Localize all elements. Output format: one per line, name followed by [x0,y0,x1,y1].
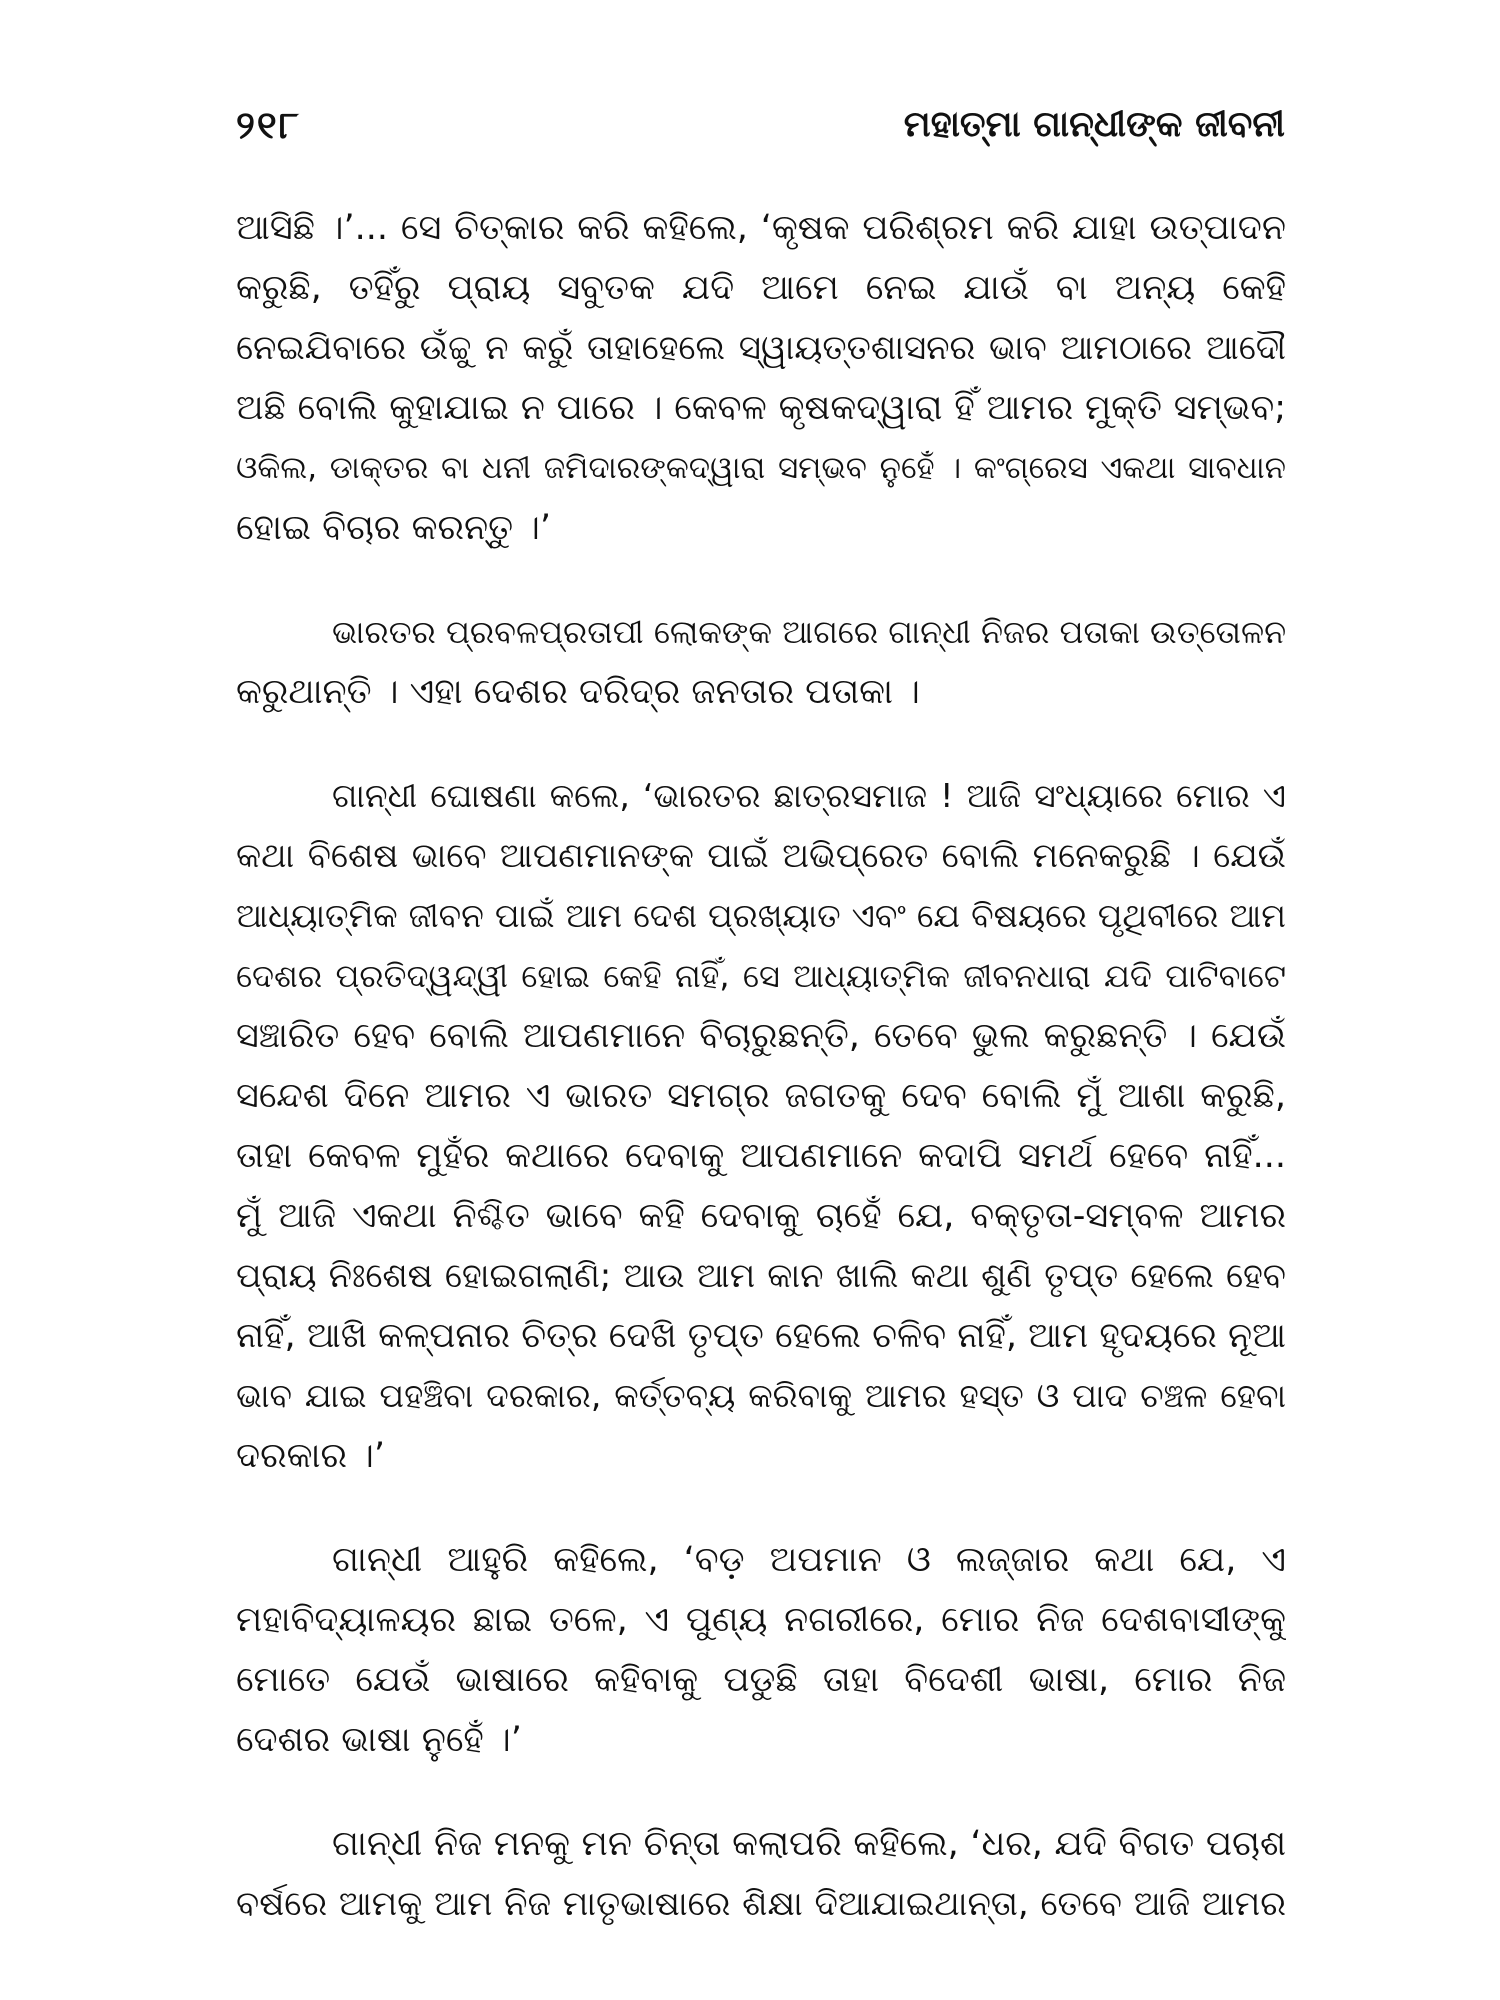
text-line: ଭାରତର ପ୍ରବଳପ୍ରତାପୀ ଲୋକଙ୍କ ଆଗରେ ଗାନ୍ଧୀ ନିଜର ପତାକା ଉତ୍ତୋଳନ [332,613,1286,651]
body-text [236,198,1286,1934]
text-line: ବର୍ଷରେ ଆମକୁ ଆମ ନିଜ ମାତୃଭାଷାରେ ଶିକ୍ଷା ଦିଆଯାଇଥାନ୍ତା, ତେବେ ଆଜି ଆମର [236,1884,1286,1924]
page-number: ୨୧୮ [236,103,301,147]
running-header [236,100,1285,160]
text-line: ଗାନ୍ଧୀ ଆହୁରି କହିଲେ, ‘ବଡ଼ ଅପମାନ ଓ ଲଜ୍ଜାର କଥା ଯେ, ଏ [332,1540,1286,1580]
text-line: ଓକିଲ, ଡାକ୍ତର ବା ଧନୀ ଜମିଦାରଙ୍କଦ୍ୱାରା ସମ୍ଭବ ନୁହେଁ । କଂଗ୍ରେସ ଏକଥା ସାବଧାନ [236,450,1286,486]
paragraph-gap [236,722,1286,766]
text-line: ନେଇଯିବାରେ ଉଁଚ୍ଚୁ ନ କରୁଁ ତାହାହେଲେ ସ୍ୱାୟତ୍ତଶାସନର ଭାବ ଆମଠାରେ ଆଦୌ [236,328,1286,368]
text-line: ନାହିଁ, ଆଖି କଳ୍ପନାର ଚିତ୍ର ଦେଖି ତୃପ୍ତ ହେଲେ ଚଳିବ ନାହିଁ, ଆମ ହୃଦୟରେ ନୂଆ [236,1316,1286,1356]
paragraph [236,766,1286,1486]
paragraph [236,602,1286,722]
text-line: ଗାନ୍ଧୀ ଘୋଷଣା କଲେ, ‘ଭାରତର ଛାତ୍ରସମାଜ ! ଆଜି ସଂଧ୍ୟାରେ ମୋର ଏ [332,776,1286,815]
text-line: ପ୍ରାୟ ନିଃଶେଷ ହୋଇଗଲାଣି; ଆଉ ଆମ କାନ ଖାଲି କଥା ଶୁଣି ତୃପ୍ତ ହେଲେ ହେବ [236,1256,1286,1296]
text-line: କରୁଥାନ୍ତି । ଏହା ଦେଶର ଦରିଦ୍ର ଜନତାର ପତାକା । [236,672,920,712]
text-line: ଭାବ ଯାଇ ପହଞ୍ଚିବା ଦରକାର, କର୍ତ୍ତବ୍ୟ କରିବାକୁ ଆମର ହସ୍ତ ଓ ପାଦ ଚଞ୍ଚଳ ହେବା [236,1376,1286,1415]
text-line: ଦେଶର ପ୍ରତିଦ୍ୱନ୍ଦ୍ୱୀ ହୋଇ କେହି ନାହିଁ, ସେ ଆଧ୍ୟାତ୍ମିକ ଜୀବନଧାରା ଯଦି ପାଟିବାଟେ [236,957,1286,995]
text-line: ଗାନ୍ଧୀ ନିଜ ମନକୁ ମନ ଚିନ୍ତା କଲାପରି କହିଲେ, ‘ଧର, ଯଦି ବିଗତ ପଚାଶ [332,1824,1286,1864]
text-line: ଆସିଛି ।’... ସେ ଚିତ୍କାର କରି କହିଲେ, ‘କୃଷକ ପରିଶ୍ରମ କରି ଯାହା ଉତ୍ପାଦନ [236,208,1286,248]
paragraph-gap [236,1770,1286,1814]
text-line: ଦେଶର ଭାଷା ନୁହେଁ ।’ [236,1720,522,1760]
text-line: ଦରକାର ।’ [236,1436,385,1476]
text-line: କରୁଛି, ତହିଁରୁ ପ୍ରାୟ ସବୁତକ ଯଦି ଆମେ ନେଇ ଯାଉଁ ବା ଅନ୍ୟ କେହି [236,268,1286,308]
text-line: ମୁଁ ଆଜି ଏକଥା ନିଶ୍ଚିତ ଭାବେ କହି ଦେବାକୁ ଚାହେଁ ଯେ, ବକ୍ତୃତା-ସମ୍ବଳ ଆମର [236,1196,1286,1236]
book-title: ମହାତ୍ମା ଗାନ୍ଧୀଙ୍କ ଜୀବନୀ [903,104,1285,145]
text-line: ସଞ୍ଚାରିତ ହେବ ବୋଲି ଆପଣମାନେ ବିଚାରୁଛନ୍ତି, ତେବେ ଭୁଲ କରୁଛନ୍ତି । ଯେଉଁ [236,1016,1286,1056]
text-line: ଆଧ୍ୟାତ୍ମିକ ଜୀବନ ପାଇଁ ଆମ ଦେଶ ପ୍ରଖ୍ୟାତ ଏବଂ ଯେ ବିଷୟରେ ପୃଥିବୀରେ ଆମ [236,896,1286,935]
text-line: ସନ୍ଦେଶ ଦିନେ ଆମର ଏ ଭାରତ ସମଗ୍ର ଜଗତକୁ ଦେବ ବୋଲି ମୁଁ ଆଶା କରୁଛି, [236,1076,1286,1116]
text-line: ତାହା କେବଳ ମୁହଁର କଥାରେ ଦେବାକୁ ଆପଣମାନେ କଦାପି ସମର୍ଥ ହେବେ ନାହିଁ... [236,1136,1286,1176]
paragraph [236,1814,1286,1934]
paragraph [236,1530,1286,1770]
text-line: ହୋଇ ବିଚାର କରନ୍ତୁ ।’ [236,508,552,548]
text-line: ମୋତେ ଯେଉଁ ଭାଷାରେ କହିବାକୁ ପଡୁଛି ତାହା ବିଦେଶୀ ଭାଷା, ମୋର ନିଜ [236,1660,1286,1700]
text-line: ମହାବିଦ୍ୟାଳୟର ଛାଇ ତଳେ, ଏ ପୁଣ୍ୟ ନଗରୀରେ, ମୋର ନିଜ ଦେଶବାସୀଙ୍କୁ [236,1600,1286,1640]
text-line: କଥା ବିଶେଷ ଭାବେ ଆପଣମାନଙ୍କ ପାଇଁ ଅଭିପ୍ରେତ ବୋଲି ମନେକରୁଛି । ଯେଉଁ [236,836,1286,876]
text-line: ଅଛି ବୋଲି କୁହାଯାଇ ନ ପାରେ । କେବଳ କୃଷକଦ୍ୱାରା ହିଁ ଆମର ମୁକ୍ତି ସମ୍ଭବ; [236,388,1286,428]
paragraph-gap [236,558,1286,602]
paragraph [236,198,1286,558]
paragraph-gap [236,1486,1286,1530]
